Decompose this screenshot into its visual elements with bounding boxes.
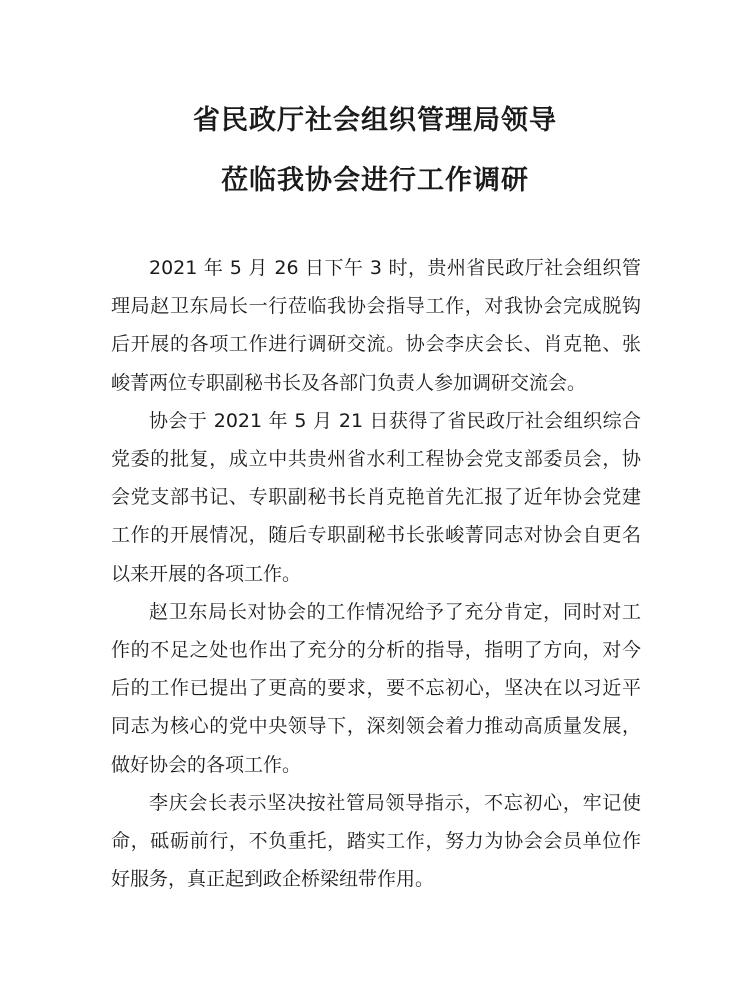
paragraph-4: 李庆会长表示坚决按社管局领导指示，不忘初心，牢记使命，砥砺前行，不负重托，踏实工作，努力为协会会员单位作好服务，真正起到政企桥梁纽带作用。 bbox=[111, 791, 641, 891]
document-title-line-1: 省民政厅社会组织管理局领导 bbox=[193, 105, 557, 136]
document-body bbox=[111, 249, 641, 898]
paragraph-1: 2021 年 5 月 26 日下午 3 时，贵州省民政厅社会组织管理局赵卫东局长一行莅临我协会指导工作，对我协会完成脱钩后开展的各项工作进行调研交流。协会李庆会长、肖克艳、张峻菁两位专职副秘书长及各部门负责人参加调研交流会。 bbox=[111, 257, 641, 394]
paragraph-2: 协会于 2021 年 5 月 21 日获得了省民政厅社会组织综合党委的批复，成立中共贵州省水利工程协会党支部委员会，协会党支部书记、专职副秘书长肖克艳首先汇报了近年协会党建工作的开展情况，随后专职副秘书长张峻菁同志对协会自更名以来开展的各项工作。 bbox=[111, 409, 641, 585]
paragraph-3: 赵卫东局长对协会的工作情况给予了充分肯定，同时对工作的不足之处也作出了充分的分析的指导，指明了方向，对今后的工作已提出了更高的要求，要不忘初心，坚决在以习近平同志为核心的党中央领导下，深刻领会着力推动高质量发展，做好协会的各项工作。 bbox=[111, 600, 641, 776]
document-title-line-2: 莅临我协会进行工作调研 bbox=[221, 165, 529, 196]
